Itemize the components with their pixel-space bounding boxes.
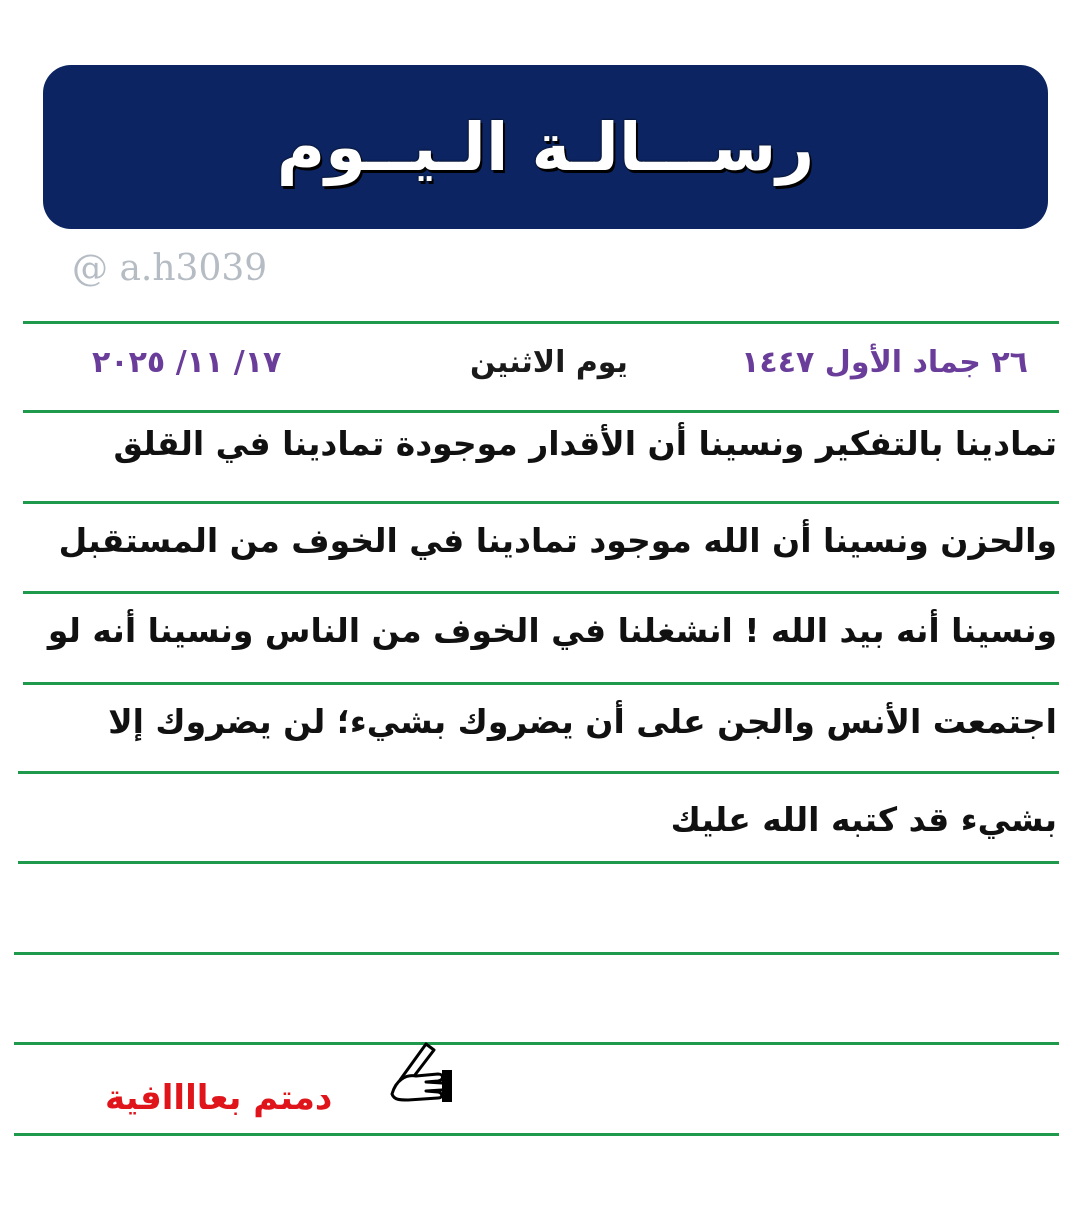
divider-line bbox=[14, 952, 1059, 955]
divider-line bbox=[14, 1133, 1059, 1136]
header-banner bbox=[43, 65, 1048, 229]
divider-line bbox=[18, 861, 1059, 864]
divider-line bbox=[23, 682, 1059, 685]
message-line: والحزن ونسينا أن الله موجود تمادينا في الخوف من المستقبل bbox=[58, 521, 1057, 560]
message-line: بشيء قد كتبه الله عليك bbox=[670, 800, 1057, 839]
message-line: تمادينا بالتفكير ونسينا أن الأقدار موجودة تمادينا في القلق bbox=[113, 424, 1057, 463]
divider-line bbox=[23, 321, 1059, 324]
writing-hand-icon bbox=[386, 1040, 456, 1106]
hijri-date: ٢٦ جماد الأول ١٤٤٧ bbox=[741, 345, 1028, 380]
divider-line bbox=[23, 501, 1059, 504]
divider-line bbox=[23, 591, 1059, 594]
divider-line bbox=[14, 1042, 1059, 1045]
message-line: اجتمعت الأنس والجن على أن يضروك بشيء؛ لن يضروك إلا bbox=[108, 702, 1057, 741]
author-handle: @ a.h3039 bbox=[72, 248, 268, 289]
weekday-label: يوم الاثنين bbox=[470, 345, 628, 380]
divider-line bbox=[18, 771, 1059, 774]
divider-line bbox=[23, 410, 1059, 413]
page-title: رســـالـة الـيــوم bbox=[276, 108, 815, 186]
signoff-text: دمتم بعاااافية bbox=[105, 1078, 333, 1118]
message-line: ونسينا أنه بيد الله ! انشغلنا في الخوف من الناس ونسينا أنه لو bbox=[47, 611, 1057, 650]
gregorian-date: ١٧/ ١١/ ٢٠٢٥ bbox=[92, 345, 282, 380]
